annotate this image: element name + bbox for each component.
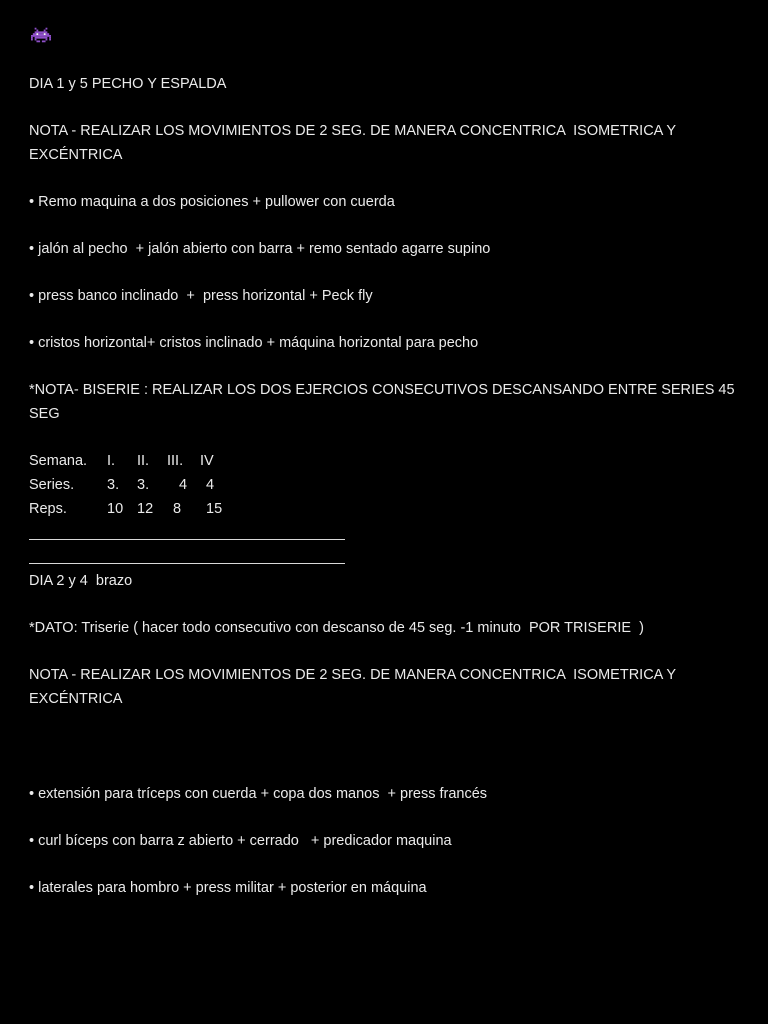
list-item: • cristos horizontal+ cristos inclinado + máquina horizontal para pecho: [29, 335, 479, 351]
list-item: • extensión para tríceps con cuerda + copa dos manos + press francés: [29, 786, 488, 802]
divider: [29, 521, 345, 545]
list-item: • laterales para hombro + press militar + posterior en máquina: [29, 880, 427, 896]
table-cell: III.: [167, 453, 184, 469]
table-row: [29, 497, 222, 521]
table-cell: 10: [107, 501, 124, 517]
biserie-note: *NOTA- BISERIE : REALIZAR LOS DOS EJERCIOS CONSECUTIVOS DESCANSANDO ENTRE SERIES 45 SEG: [29, 382, 739, 422]
table-cell: 3.: [137, 477, 150, 493]
section2-nota: NOTA - REALIZAR LOS MOVIMIENTOS DE 2 SEG. DE MANERA CONCENTRICA ISOMETRICA Y EXCÉNTRICA: [29, 667, 680, 707]
table-cell: 15: [206, 501, 223, 517]
table-row: [29, 449, 222, 473]
list-item: • press banco inclinado + press horizontal + Peck fly: [29, 288, 373, 304]
table-row-label: Series.: [29, 477, 75, 493]
table-cell: 3.: [107, 477, 120, 493]
section1-nota: NOTA - REALIZAR LOS MOVIMIENTOS DE 2 SEG. DE MANERA CONCENTRICA ISOMETRICA Y EXCÉNTRICA: [29, 123, 680, 163]
weeks-table: [29, 449, 222, 521]
alien-monster-icon: [31, 26, 51, 44]
emoji-row: [29, 24, 741, 48]
dato-note: *DATO: Triserie ( hacer todo consecutivo con descanso de 45 seg. -1 minuto POR TRISERIE ): [29, 620, 644, 636]
section1-title: DIA 1 y 5 PECHO Y ESPALDA: [29, 76, 227, 92]
table-cell: II.: [137, 453, 150, 469]
table-cell: 12: [137, 501, 154, 517]
table-cell: IV: [200, 453, 214, 469]
section2-title: DIA 2 y 4 brazo: [29, 573, 133, 589]
list-item: • curl bíceps con barra z abierto + cerrado + predicador maquina: [29, 833, 452, 849]
table-cell: 4: [179, 477, 188, 493]
table-cell: 4: [206, 477, 215, 493]
note-body[interactable]: [29, 24, 741, 900]
list-item: • jalón al pecho + jalón abierto con barra + remo sentado agarre supino: [29, 241, 491, 257]
table-cell: 8: [173, 501, 182, 517]
table-row-label: Reps.: [29, 501, 67, 517]
table-row: [29, 473, 222, 497]
table-row-label: Semana.: [29, 453, 88, 469]
list-item: • Remo maquina a dos posiciones + pullower con cuerda: [29, 194, 395, 210]
table-cell: I.: [107, 453, 116, 469]
divider: [29, 545, 345, 569]
